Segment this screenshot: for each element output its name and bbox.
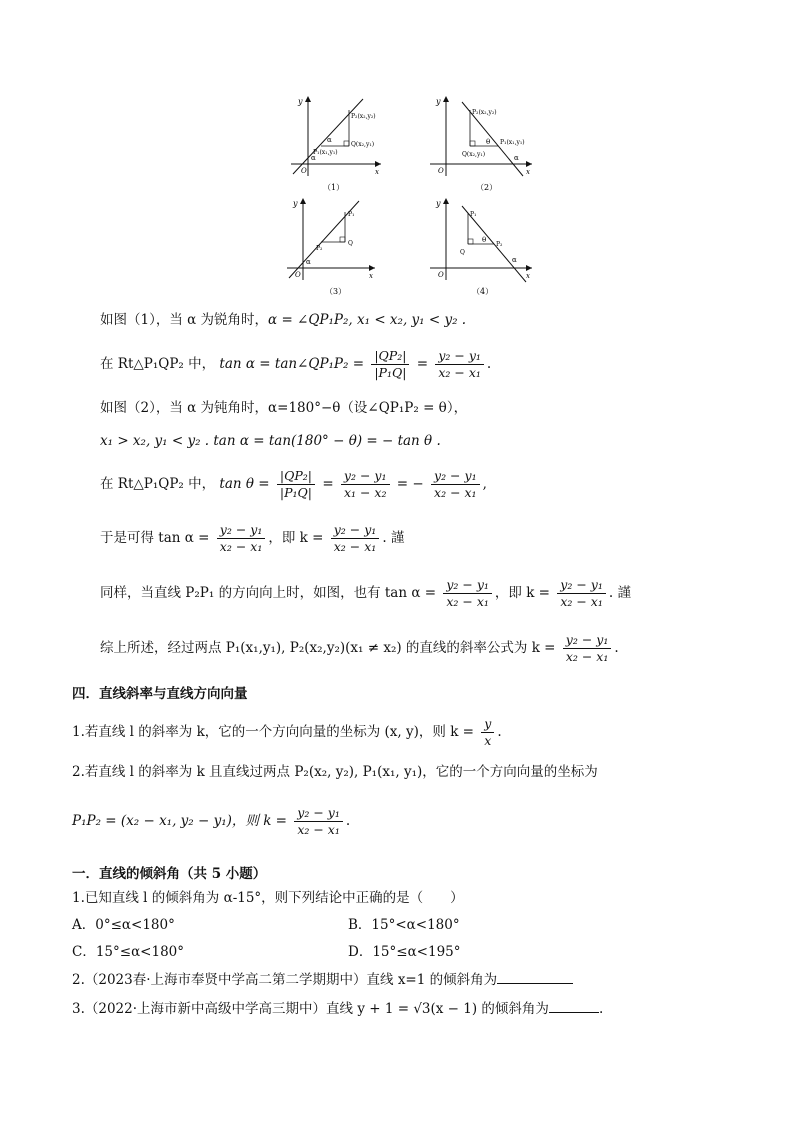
fig2-label-y: y <box>436 97 441 106</box>
s4-item-2b <box>72 805 350 838</box>
fig3-label-y: y <box>293 199 298 208</box>
figure-2 <box>428 94 540 194</box>
fig1-label-q: Q(x₂,y₁) <box>351 141 375 148</box>
upward-mid: ，即 k = <box>494 585 550 601</box>
question-2-text: 2.（2023春·上海市奉贤中学高二第二学期期中）直线 x=1 的倾斜角为 <box>72 972 498 988</box>
fig4-label-alpha: α <box>512 256 517 264</box>
summary-end: . <box>614 640 619 656</box>
q1-option-c: C．15°≤α<180° <box>72 944 185 960</box>
fig1-caption: （1） <box>323 183 345 192</box>
fig1-label-x: x <box>375 168 379 176</box>
fraction-slope-4: $\frac{\text{y₂ − y₁}}{\text{x₂ − x₁}}$ <box>331 522 380 555</box>
q1-option-a: A．0°≤α<180° <box>72 917 175 933</box>
rt-tan-theta-math: tan θ = <box>219 476 270 492</box>
para-upward-direction <box>100 577 631 610</box>
fig3-label-o: O <box>295 271 301 279</box>
para-acute-case <box>100 310 466 330</box>
fig3-label-p2: P₂ <box>316 245 323 252</box>
fig2-label-p2: P₂(x₂,y₂) <box>472 109 497 116</box>
question-2 <box>72 970 573 990</box>
figure-3 <box>283 196 393 296</box>
figure-4 <box>426 196 540 296</box>
para-rt-tan-alpha: 在 Rt△P₁QP₂ 中， tan α = tan∠QP₁P₂ = $\frac{\text{|QP₂|}}{\text{|P₁Q|}}$ = $\frac{\text{y₂ − y₁}}{\text{x₂ − x₁}}$ . <box>100 348 492 380</box>
hence-pre: 于是可得 tan α = <box>100 530 210 546</box>
para-summary-slope-formula <box>100 632 619 665</box>
s4-item-2b-pre: P₁P₂ = (x₂ − x₁, y₂ − y₁)，则 k = <box>72 813 287 829</box>
fig4-caption: （4） <box>472 287 494 296</box>
fig4-label-o: O <box>438 271 444 279</box>
para-rt-tan-theta: 在 Rt△P₁QP₂ 中， tan θ = $\frac{\text{|QP₂|}}{\text{|P₁Q|}}$ = $\frac{\text{y₂ − y₁}}{\text{x₁ − x₂}}$ = − $\frac{\text{y₂ − y₁}}{\text{x₂ − x₁}}$ , <box>100 468 487 500</box>
s4-item-1-pre: 1.若直线 l 的斜率为 k，它的一个方向向量的坐标为 (x, y)，则 k = <box>72 724 474 740</box>
fig4-label-p1: P₁ <box>470 211 477 218</box>
fig3-caption: （3） <box>325 287 347 296</box>
s4-item-1-end: . <box>497 724 502 740</box>
rt-tan-theta-pre: 在 Rt△P₁QP₂ 中， <box>100 476 216 492</box>
equals-sign: = <box>322 476 334 492</box>
fig2-label-alpha: α <box>514 154 519 162</box>
hence-end: . 謹 <box>382 530 405 546</box>
fraction-y-x: $\frac{y}{x}$ <box>481 716 494 749</box>
hence-mid: ，即 k = <box>268 530 324 546</box>
fig2-label-theta: θ <box>486 138 491 146</box>
fig1-label-p2: P₂(x₂,y₂) <box>351 113 376 120</box>
fraction-slope-5: $\frac{\text{y₂ − y₁}}{\text{x₂ − x₁}}$ <box>443 577 492 610</box>
answer-blank-q3[interactable] <box>549 1000 599 1013</box>
fig1-label-alpha2: α <box>327 136 332 144</box>
s4-item-1 <box>72 716 502 749</box>
fig3-label-x: x <box>369 272 373 280</box>
question-3-text: 3.（2022·上海市新中高级中学高三期中）直线 y + 1 = √3(x − 1) 的倾斜角为 <box>72 1001 549 1017</box>
para-acute-math: α = ∠QP₁P₂, x₁ < x₂, y₁ < y₂ . <box>268 312 467 328</box>
question-1: 1.已知直线 l 的倾斜角为 α-15°，则下列结论中正确的是（ ） <box>72 890 464 906</box>
fig1-label-alpha: α <box>311 154 316 162</box>
fig1-label-p1: P₁(x₁,y₁) <box>313 149 338 156</box>
fraction-slope-x1x2: $\frac{\text{y₂ − y₁}}{\text{x₁ − x₂}}$ <box>341 468 390 501</box>
s4-item-2b-end: . <box>345 813 351 829</box>
question-3 <box>72 999 603 1019</box>
fig4-label-y: y <box>436 199 441 208</box>
fig2-caption: （2） <box>476 183 498 192</box>
fig4-label-p2: P₂ <box>496 241 503 248</box>
fig2-label-q: Q(x₂,y₁) <box>462 151 486 158</box>
para-obtuse-case: 如图（2），当 α 为钝角时，α=180°−θ（设∠QP₁P₂ = θ）， <box>100 400 468 416</box>
para-hence-tan-alpha <box>100 522 404 555</box>
para-acute-text: 如图（1），当 α 为锐角时， <box>100 312 269 328</box>
fig2-label-x: x <box>526 168 530 176</box>
fig4-label-x: x <box>526 272 530 280</box>
rt-tan-alpha-pre: 在 Rt△P₁QP₂ 中， <box>100 356 216 372</box>
answer-blank-q2[interactable] <box>497 971 573 984</box>
exercise-heading: 一．直线的倾斜角（共 5 小题） <box>72 866 267 882</box>
fig1-label-o: O <box>301 167 307 175</box>
fraction-qp2-p1q-2: $\frac{\text{|QP₂|}}{\text{|P₁Q|}}$ <box>277 468 315 501</box>
section-4-heading: 四．直线斜率与直线方向向量 <box>72 686 248 702</box>
s4-item-2: 2.若直线 l 的斜率为 k 且直线过两点 P₂(x₂, y₂), P₁(x₁, y₁)，它的一个方向向量的坐标为 <box>72 764 598 780</box>
fig2-label-p1: P₁(x₁,y₁) <box>500 139 525 146</box>
fraction-slope-1: $\frac{\text{y₂ − y₁}}{\text{x₂ − x₁}}$ <box>435 348 484 381</box>
figure-1 <box>283 94 393 194</box>
fig3-label-p1: P₁ <box>348 211 355 218</box>
fig3-label-q: Q <box>348 240 353 247</box>
para-obtuse-tan: x₁ > x₂, y₁ < y₂ . tan α = tan(180° − θ) = − tan θ . <box>100 433 441 449</box>
equals-sign: = <box>416 356 429 372</box>
q1-option-b: B．15°<α<180° <box>348 917 460 933</box>
question-3-end: . <box>598 1001 604 1017</box>
fig3-label-alpha: α <box>306 258 311 266</box>
fig4-label-q: Q <box>460 249 465 256</box>
upward-pre: 同样，当直线 P₂P₁ 的方向向上时，如图，也有 tan α = <box>100 585 437 601</box>
fig2-label-o: O <box>438 167 444 175</box>
fraction-slope-3: $\frac{\text{y₂ − y₁}}{\text{x₂ − x₁}}$ <box>217 522 266 555</box>
fraction-qp2-p1q: $\frac{\text{|QP₂|}}{\text{|P₁Q|}}$ <box>371 348 409 381</box>
fraction-slope-6: $\frac{\text{y₂ − y₁}}{\text{x₂ − x₁}}$ <box>557 577 606 610</box>
summary-pre: 综上所述，经过两点 P₁(x₁,y₁), P₂(x₂,y₂)(x₁ ≠ x₂) 的直线的斜率公式为 k = <box>100 640 556 656</box>
fraction-slope-7: $\frac{\text{y₂ − y₁}}{\text{x₂ − x₁}}$ <box>563 632 612 665</box>
upward-end: . 謹 <box>608 585 631 601</box>
fraction-slope-8: $\frac{\text{y₂ − y₁}}{\text{x₂ − x₁}}$ <box>294 805 343 838</box>
fig4-label-theta: θ <box>482 236 487 244</box>
rt-tan-alpha-math: tan α = tan∠QP₁P₂ = <box>219 356 365 372</box>
equals-neg-sign: = − <box>396 476 424 492</box>
q1-option-d: D．15°≤α<195° <box>348 944 461 960</box>
fraction-slope-2: $\frac{\text{y₂ − y₁}}{\text{x₂ − x₁}}$ <box>431 468 480 501</box>
fig1-label-y: y <box>298 97 303 106</box>
